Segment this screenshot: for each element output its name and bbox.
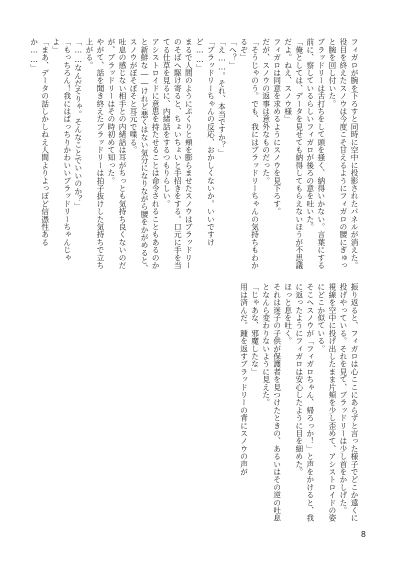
lower-text-block: 振り返ると、フィガロは心ここにあらずと言った様子でどこか遠くに投げやっている。それを見て、ブラッドリーは少し首をかしげた。 視線を空中に投げ出したまま片頬を少し歪めて、アシストロイドの姿にどこか似ている。 そこへスノウが「フィガロちゃん、帰ろっか！」と声をかけると、我に返ったようにフィガロは安心したように目を細めた。 ほっと息を吐く。 それは迷子の子供が保護者を見つけたときの、あるいはその逆の吐息となんら変わりないように見えた。 「じゃあな、邪魔したな」 用は済んだ。踵を返すブラッドリーの背にスノウの声が <box>239 283 359 522</box>
page-number: 8 <box>360 530 366 539</box>
upper-text-block: フィガロが腕を下ろすと同時に空中に投影されたパネルが消えた。役目を終えたスノウは今度こそ甘えるようにフィガロの腰にぎゅっと腕を回し付いた。 ブラッドリーは舌打ちをして頭を掻く、納得いかない。言葉にする前に、察しているらしいフィガロが後ろの意を吐いた。 「俺としては、データを見せても納得してもらえないほうが不思議だよ。ねえ、スノウ様」 フィガロは同意を求めるようにスノウを見下ろす。 だが、スノウの返事は意外なものだった。 「そうじゃのう。でも、我にはブラッドリーちゃんの気持ちもわかるぞ」 「へ？」 「え……。それ、本当ですか？」 「ブラッドリーちゃんの反応、おかしくないか。いいですけど……」 まるで人間のようにぷくりと頬を膨らませたスノウはブラッドリーのそばへ駆け寄ると、ちょいちょいと手招きをする。口元に手を当てる仕草を見るに、内緒話をするつもりらしい。 アシストロイドに意思を持たせることは命令されることもあるのかと新鮮な――けれど悪くはない気分になりながら腰をかがめると、スノウがぼそぼそと耳元で喋る。 吐息の感じない相手との内緒話は耳がちっとも気持ち良くないのだが、ブラッドリーはその時初めて知った。 やがて、話を聞き終えたブラッドリーは拍子抜けした気持ちで立ち上がる。 「……なんだそりゃ。そんなことでいいのか？」 「もっちろん！我にはぱっちりかわいいブラッドリーちゃんじゃよ」 「まあ、データの話しかしねえ人間よりよっぽど信憑性あるか……」 <box>29 38 359 272</box>
